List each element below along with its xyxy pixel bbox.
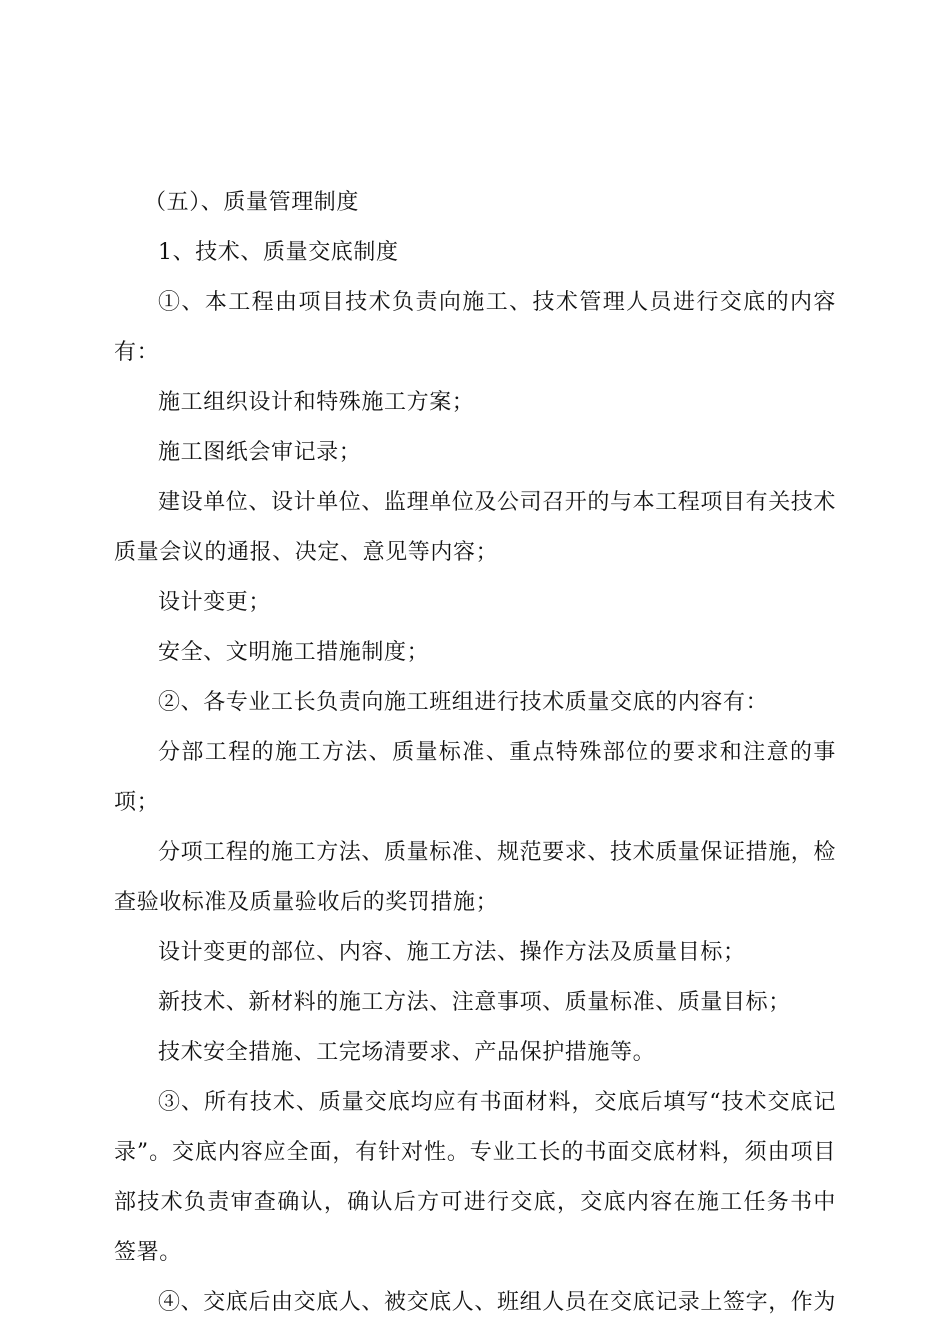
paragraph: ④、交底后由交底人、被交底人、班组人员在交底记录上签字，作为 <box>158 1290 837 1315</box>
paragraph: 新技术、新材料的施工方法、注意事项、质量标准、质量目标； <box>158 990 791 1015</box>
section-heading: （五）、质量管理制度 <box>144 190 360 215</box>
document-body <box>114 178 836 1328</box>
paragraph: 施工图纸会审记录； <box>158 440 362 465</box>
paragraph: 施工组织设计和特殊施工方案； <box>158 390 475 415</box>
paragraph: ③、所有技术、质量交底均应有书面材料，交底后填写“技术交底记录”。交底内容应全面，有针对性。专业工长的书面交底材料，须由项目部技术负责审查确认，确认后方可进行交底，交底内容在施工任务书中签署。 <box>114 1090 836 1265</box>
subsection-heading: 1、技术、质量交底制度 <box>158 240 399 265</box>
paragraph: 技术安全措施、工完场清要求、产品保护措施等。 <box>158 1040 656 1065</box>
paragraph: 设计变更； <box>158 590 272 615</box>
paragraph: 分项工程的施工方法、质量标准、规范要求、技术质量保证措施，检查验收标准及质量验收后的奖罚措施； <box>114 840 837 915</box>
paragraph: 设计变更的部位、内容、施工方法、操作方法及质量目标； <box>158 940 746 965</box>
paragraph: 建设单位、设计单位、监理单位及公司召开的与本工程项目有关技术质量会议的通报、决定、意见等内容； <box>114 490 837 565</box>
paragraph: 分部工程的施工方法、质量标准、重点特殊部位的要求和注意的事项； <box>114 740 836 815</box>
paragraph: ①、本工程由项目技术负责向施工、技术管理人员进行交底的内容有： <box>114 290 836 365</box>
paragraph: 安全、文明施工措施制度； <box>158 640 430 665</box>
paragraph: ②、各专业工长负责向施工班组进行技术质量交底的内容有： <box>158 690 769 715</box>
